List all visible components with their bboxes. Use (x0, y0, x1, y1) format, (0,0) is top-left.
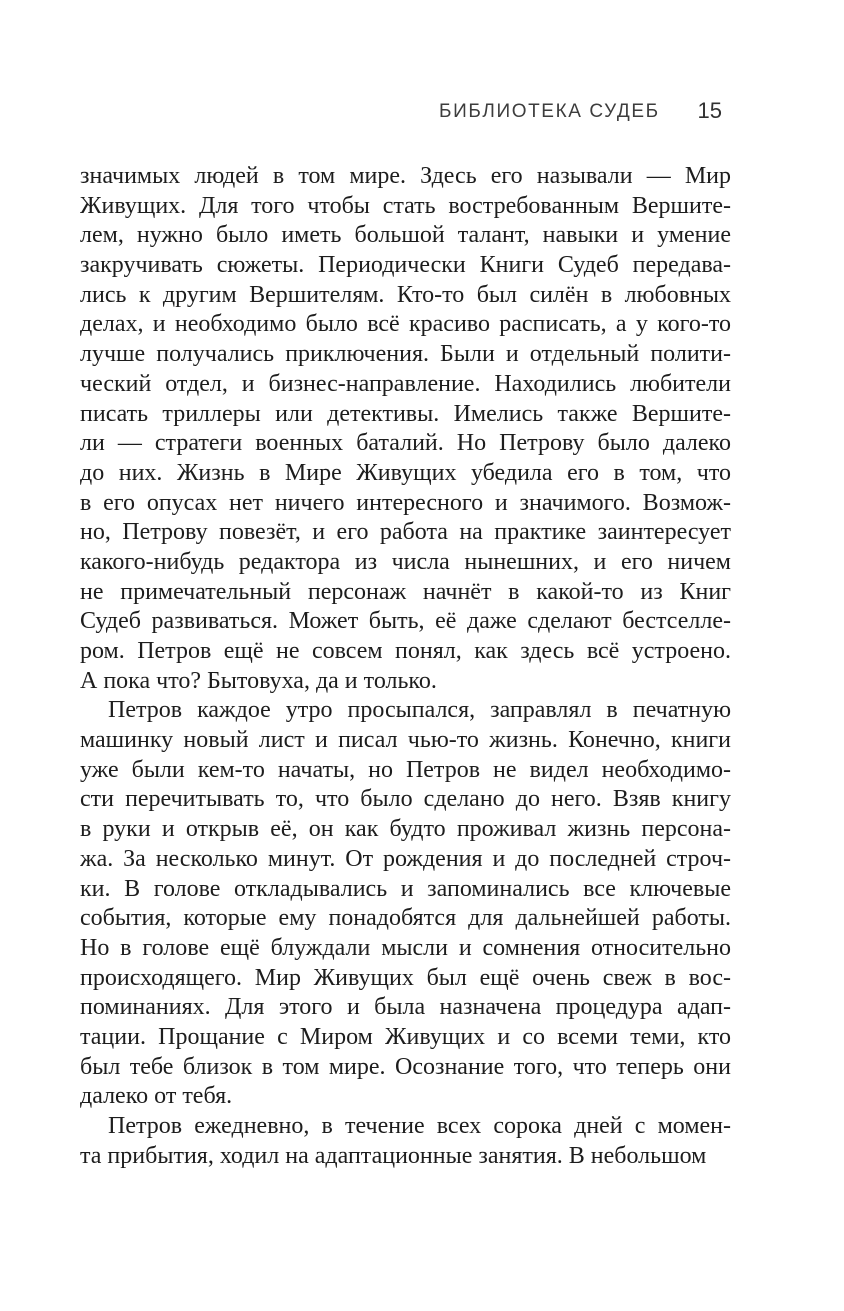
text-line: машинку новый лист и писал чью-то жизнь. Конечно, книги (80, 727, 731, 754)
text-line: далеко от тебя. (80, 1083, 233, 1110)
text-line: ли — стратеги военных баталий. Но Петрову было далеко (80, 430, 731, 457)
text-line: лись к другим Вершителям. Кто-то был силён в любовных (80, 281, 731, 308)
running-header-title: БИБЛИОТЕКА СУДЕБ (439, 101, 660, 122)
text-line: значимых людей в том мире. Здесь его называли — Мир (80, 163, 731, 189)
text-line: тации. Прощание с Миром Живущих и со всеми теми, кто (80, 1023, 731, 1050)
text-line: А пока что? Бытовуха, да и только. (80, 667, 437, 694)
text-line: поминаниях. Для этого и была назначена процедура адап- (80, 994, 731, 1021)
text-line: та прибытия, ходил на адаптационные занятия. В небольшом (80, 1142, 707, 1169)
text-line: ром. Петров ещё не совсем понял, как здесь всё устроено. (80, 638, 731, 664)
page-number: 15 (697, 98, 722, 123)
paragraph (80, 162, 731, 696)
text-line: закручивать сюжеты. Периодически Книги Судеб передава- (80, 252, 731, 279)
text-line: но, Петрову повезёт, и его работа на практике заинтересует (80, 519, 731, 546)
text-line: Судеб развиваться. Может быть, её даже сделают бестселле- (80, 608, 731, 635)
running-header (0, 0, 844, 140)
text-line: какого-нибудь редактора из числа нынешних, и его ничем (80, 548, 731, 575)
text-line: в его опусах нет ничего интересного и значимого. Возмож- (80, 489, 731, 516)
text-line: Живущих. Для того чтобы стать востребованным Вершите- (80, 192, 731, 219)
text-line: был тебе близок в том мире. Осознание того, что теперь они (80, 1053, 731, 1080)
text-line: жа. За несколько минут. От рождения и до последней строч- (80, 845, 731, 872)
text-line: ки. В голове откладывались и запоминались все ключевые (80, 875, 731, 902)
paragraph (80, 1112, 731, 1171)
text-line: в руки и открыв её, он как будто проживал жизнь персона- (80, 816, 731, 843)
text-line: Петров каждое утро просыпался, заправлял в печатную (108, 697, 731, 724)
text-line: ческий отдел, и бизнес-направление. Находились любители (80, 370, 731, 397)
text-line: до них. Жизнь в Мире Живущих убедила его в том, что (80, 459, 731, 486)
text-line: Петров ежедневно, в течение всех сорока дней с момен- (108, 1113, 731, 1139)
text-line: сти перечитывать то, что было сделано до него. Взяв книгу (80, 786, 731, 813)
text-line: делах, и необходимо было всё красиво расписать, а у кого-то (80, 311, 731, 338)
paragraph (80, 696, 731, 1112)
text-line: лучше получались приключения. Были и отдельный полити- (80, 341, 731, 368)
text-line: лем, нужно было иметь большой талант, навыки и умение (80, 222, 731, 249)
page-text (80, 162, 731, 1171)
text-line: не примечательный персонаж начнёт в какой-то из Книг (80, 578, 731, 605)
text-line: Но в голове ещё блуждали мысли и сомнения относительно (80, 934, 731, 961)
text-line: уже были кем-то начаты, но Петров не видел необходимо- (80, 756, 731, 783)
text-line: события, которые ему понадобятся для дальнейшей работы. (80, 905, 731, 932)
text-line: писать триллеры или детективы. Имелись также Вершите- (80, 400, 731, 427)
text-line: происходящего. Мир Живущих был ещё очень свеж в вос- (80, 964, 731, 991)
